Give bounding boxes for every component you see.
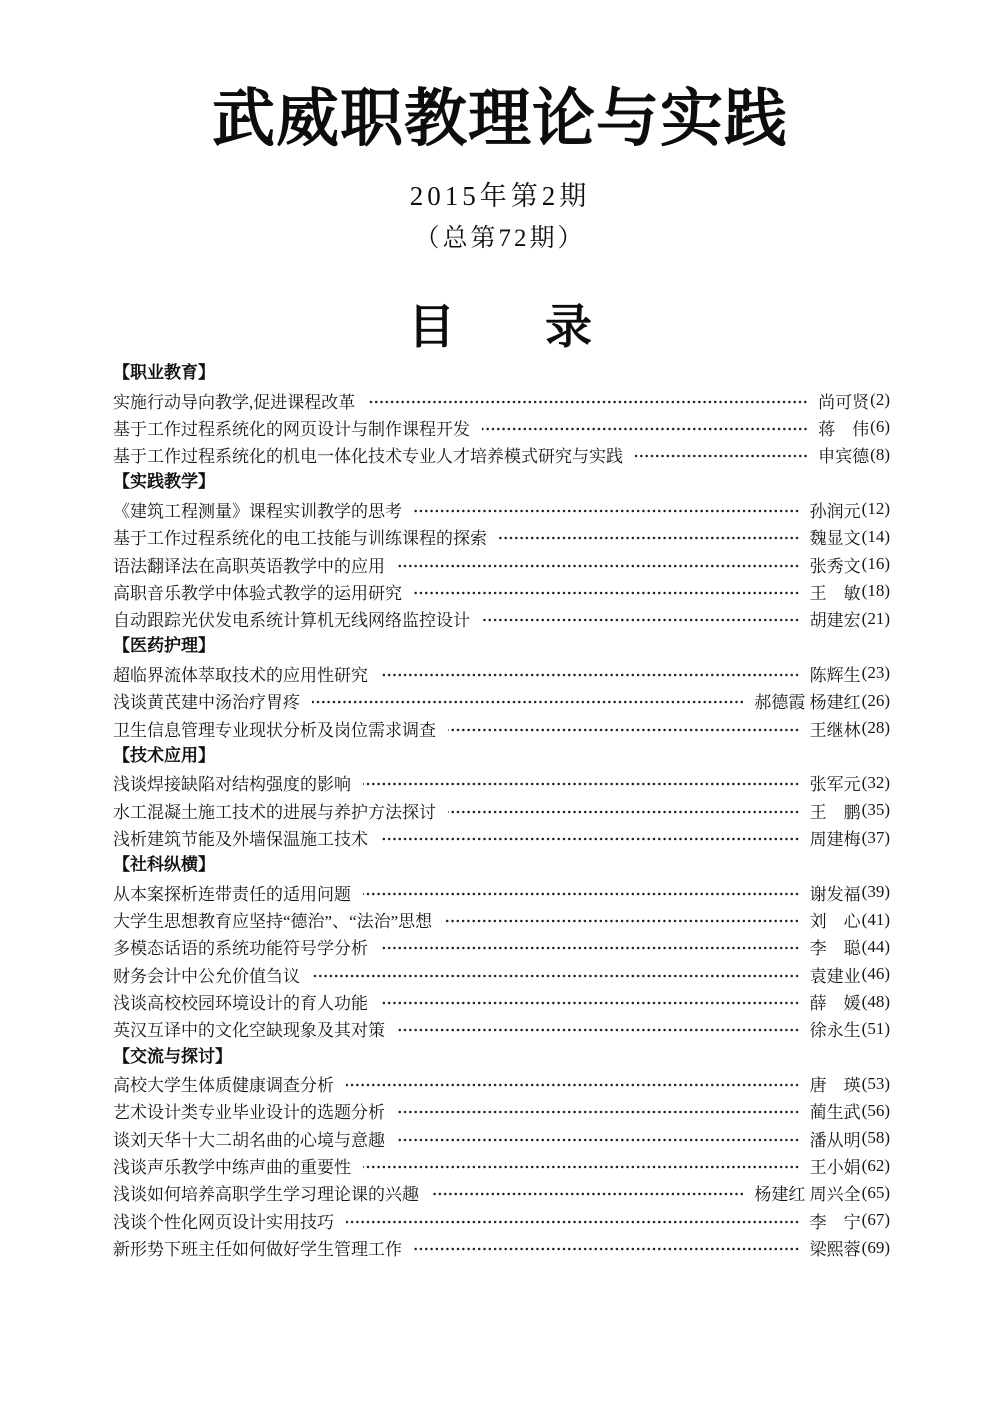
toc-section xyxy=(113,742,890,851)
toc-section xyxy=(113,1043,890,1262)
dot-leader xyxy=(635,454,808,458)
toc-entry xyxy=(113,1179,890,1206)
article-title: 卫生信息管理专业现状分析及岗位需求调查 xyxy=(113,720,436,740)
dot-leader xyxy=(380,1001,800,1005)
dot-leader xyxy=(448,810,800,814)
section-heading: 【医药护理】 xyxy=(113,636,215,656)
article-page-number: (8) xyxy=(870,444,890,464)
article-page-number: (28) xyxy=(861,718,890,738)
toc-entry xyxy=(113,824,890,851)
article-title: 基于工作过程系统化的电工技能与训练课程的探索 xyxy=(113,529,487,549)
article-authors: 潘从明 xyxy=(809,1130,861,1150)
dot-leader xyxy=(397,564,800,568)
article-authors: 刘 心 xyxy=(809,912,861,932)
toc-section xyxy=(113,632,890,741)
dot-leader xyxy=(499,536,800,540)
dot-leader xyxy=(397,1028,800,1032)
article-authors: 张军元 xyxy=(809,775,861,795)
section-heading: 【社科纵横】 xyxy=(113,855,215,875)
dot-leader xyxy=(312,974,800,978)
article-page-number: (62) xyxy=(861,1155,890,1175)
article-title: 高职音乐教学中体验式教学的运用研究 xyxy=(113,583,402,603)
article-authors: 李 聪 xyxy=(809,939,861,959)
article-title: 从本案探析连带责任的适用问题 xyxy=(113,884,351,904)
article-page-number: (58) xyxy=(861,1128,890,1148)
article-title: 水工混凝土施工技术的进展与养护方法探讨 xyxy=(113,802,436,822)
article-page-number: (35) xyxy=(861,800,890,820)
article-authors: 郝德霞 杨建红 xyxy=(754,693,861,713)
toc-entry xyxy=(113,386,890,413)
article-authors: 孙润元 xyxy=(809,501,861,521)
toc-entry xyxy=(113,414,890,441)
article-page-number: (32) xyxy=(861,772,890,792)
article-page-number: (46) xyxy=(861,964,890,984)
article-authors: 王 鹏 xyxy=(809,802,861,822)
article-page-number: (48) xyxy=(861,991,890,1011)
article-authors: 唐 瑛 xyxy=(809,1076,861,1096)
article-title: 英汉互译中的文化空缺现象及其对策 xyxy=(113,1021,385,1041)
dot-leader xyxy=(363,1165,800,1169)
dot-leader xyxy=(482,427,808,431)
dot-leader xyxy=(363,782,800,786)
toc-entry xyxy=(113,687,890,714)
article-authors: 薛 媛 xyxy=(809,994,861,1014)
article-page-number: (67) xyxy=(861,1210,890,1230)
article-page-number: (21) xyxy=(861,608,890,628)
toc-section xyxy=(113,359,890,468)
toc-entry xyxy=(113,906,890,933)
section-heading: 【技术应用】 xyxy=(113,745,215,765)
article-title: 谈刘天华十大二胡名曲的心境与意趣 xyxy=(113,1130,385,1150)
article-page-number: (41) xyxy=(861,909,890,929)
toc-section xyxy=(113,851,890,1042)
toc-entry xyxy=(113,714,890,741)
article-title: 浅谈个性化网页设计实用技巧 xyxy=(113,1212,334,1232)
toc-list xyxy=(113,359,890,1261)
article-authors: 徐永生 xyxy=(809,1021,861,1041)
article-authors: 王 敏 xyxy=(809,583,861,603)
dot-leader xyxy=(444,919,799,923)
article-title: 《建筑工程测量》课程实训教学的思考 xyxy=(113,501,402,521)
toc-entry xyxy=(113,1152,890,1179)
dot-leader xyxy=(380,946,800,950)
toc-entry xyxy=(113,1207,890,1234)
dot-leader xyxy=(346,1083,800,1087)
toc-entry xyxy=(113,1234,890,1261)
dot-leader xyxy=(431,1192,744,1196)
article-page-number: (51) xyxy=(861,1018,890,1038)
article-page-number: (39) xyxy=(861,882,890,902)
article-page-number: (44) xyxy=(861,936,890,956)
toc-entry xyxy=(113,1070,890,1097)
article-page-number: (26) xyxy=(861,690,890,710)
toc-entry xyxy=(113,769,890,796)
toc-entry xyxy=(113,523,890,550)
article-page-number: (37) xyxy=(861,827,890,847)
article-authors: 梁熙蓉 xyxy=(809,1240,861,1260)
article-title: 实施行动导向教学,促进课程改革 xyxy=(113,392,356,412)
dot-leader xyxy=(448,728,800,732)
dot-leader xyxy=(414,1247,800,1251)
article-authors: 袁建业 xyxy=(809,966,861,986)
toc-entry xyxy=(113,933,890,960)
article-page-number: (56) xyxy=(861,1100,890,1120)
article-authors: 杨建红 周兴全 xyxy=(754,1185,861,1205)
issue-number: 2015年第2期 xyxy=(409,181,591,211)
section-entries xyxy=(113,1070,890,1261)
dot-leader xyxy=(346,1220,800,1224)
article-authors: 李 宁 xyxy=(809,1212,861,1232)
article-authors: 蒋 伟 xyxy=(818,419,870,439)
article-page-number: (6) xyxy=(870,417,890,437)
article-authors: 王小娟 xyxy=(809,1158,861,1178)
toc-entry xyxy=(113,1097,890,1124)
article-title: 高校大学生体质健康调查分析 xyxy=(113,1076,334,1096)
article-title: 超临界流体萃取技术的应用性研究 xyxy=(113,665,368,685)
article-page-number: (53) xyxy=(861,1073,890,1093)
toc-entry xyxy=(113,797,890,824)
section-entries xyxy=(113,879,890,1043)
toc-entry xyxy=(113,550,890,577)
article-page-number: (14) xyxy=(861,526,890,546)
toc-section xyxy=(113,468,890,632)
article-title: 浅谈如何培养高职学生学习理论课的兴趣 xyxy=(113,1185,419,1205)
toc-entry xyxy=(113,879,890,906)
section-heading: 【交流与探讨】 xyxy=(113,1046,232,1066)
article-title: 新形势下班主任如何做好学生管理工作 xyxy=(113,1240,402,1260)
article-authors: 蔺生武 xyxy=(809,1103,861,1123)
article-page-number: (65) xyxy=(861,1182,890,1202)
article-title: 基于工作过程系统化的机电一体化技术专业人才培养模式研究与实践 xyxy=(113,447,623,467)
article-authors: 王继林 xyxy=(809,720,861,740)
section-entries xyxy=(113,660,890,742)
toc-entry xyxy=(113,578,890,605)
toc-entry xyxy=(113,1015,890,1042)
article-title: 艺术设计类专业毕业设计的选题分析 xyxy=(113,1103,385,1123)
article-authors: 魏显文 xyxy=(809,529,861,549)
section-entries xyxy=(113,386,890,468)
toc-entry xyxy=(113,660,890,687)
toc-entry xyxy=(113,441,890,468)
dot-leader xyxy=(380,673,800,677)
article-page-number: (69) xyxy=(861,1237,890,1257)
article-page-number: (16) xyxy=(861,554,890,574)
toc-entry xyxy=(113,496,890,523)
toc-entry xyxy=(113,605,890,632)
article-title: 大学生思想教育应坚持“德治”、“法治”思想 xyxy=(113,912,433,932)
toc-entry xyxy=(113,1125,890,1152)
article-title: 浅谈高校校园环境设计的育人功能 xyxy=(113,994,368,1014)
article-authors: 张秀文 xyxy=(809,556,861,576)
article-page-number: (23) xyxy=(861,663,890,683)
section-heading: 【实践教学】 xyxy=(113,472,215,492)
article-title: 语法翻译法在高职英语教学中的应用 xyxy=(113,556,385,576)
toc-entry xyxy=(113,961,890,988)
article-title: 浅谈焊接缺陷对结构强度的影响 xyxy=(113,775,351,795)
dot-leader xyxy=(367,400,808,404)
article-authors: 尚可贤 xyxy=(818,392,870,412)
journal-title: 武威职教理论与实践 xyxy=(212,84,788,154)
dot-leader xyxy=(380,837,800,841)
article-authors: 胡建宏 xyxy=(809,611,861,631)
volume-number: （总第72期） xyxy=(414,225,586,252)
dot-leader xyxy=(482,618,800,622)
article-page-number: (12) xyxy=(861,499,890,519)
dot-leader xyxy=(414,509,800,513)
article-title: 基于工作过程系统化的网页设计与制作课程开发 xyxy=(113,419,470,439)
article-authors: 申宾德 xyxy=(818,447,870,467)
article-title: 多模态话语的系统功能符号学分析 xyxy=(113,939,368,959)
section-entries xyxy=(113,496,890,633)
toc-heading: 目录 xyxy=(408,302,682,354)
toc-entry xyxy=(113,988,890,1015)
dot-leader xyxy=(414,591,800,595)
article-page-number: (18) xyxy=(861,581,890,601)
section-entries xyxy=(113,769,890,851)
article-authors: 周建梅 xyxy=(809,830,861,850)
dot-leader xyxy=(363,892,800,896)
article-title: 自动跟踪光伏发电系统计算机无线网络监控设计 xyxy=(113,611,470,631)
article-authors: 陈辉生 xyxy=(809,665,861,685)
dot-leader xyxy=(312,700,744,704)
article-title: 浅析建筑节能及外墙保温施工技术 xyxy=(113,830,368,850)
article-page-number: (2) xyxy=(870,390,890,410)
dot-leader xyxy=(397,1110,800,1114)
dot-leader xyxy=(397,1138,800,1142)
article-title: 浅谈黄芪建中汤治疗胃疼 xyxy=(113,693,300,713)
article-title: 财务会计中公允价值刍议 xyxy=(113,966,300,986)
section-heading: 【职业教育】 xyxy=(113,363,215,382)
article-authors: 谢发福 xyxy=(809,884,861,904)
article-title: 浅谈声乐教学中练声曲的重要性 xyxy=(113,1158,351,1178)
